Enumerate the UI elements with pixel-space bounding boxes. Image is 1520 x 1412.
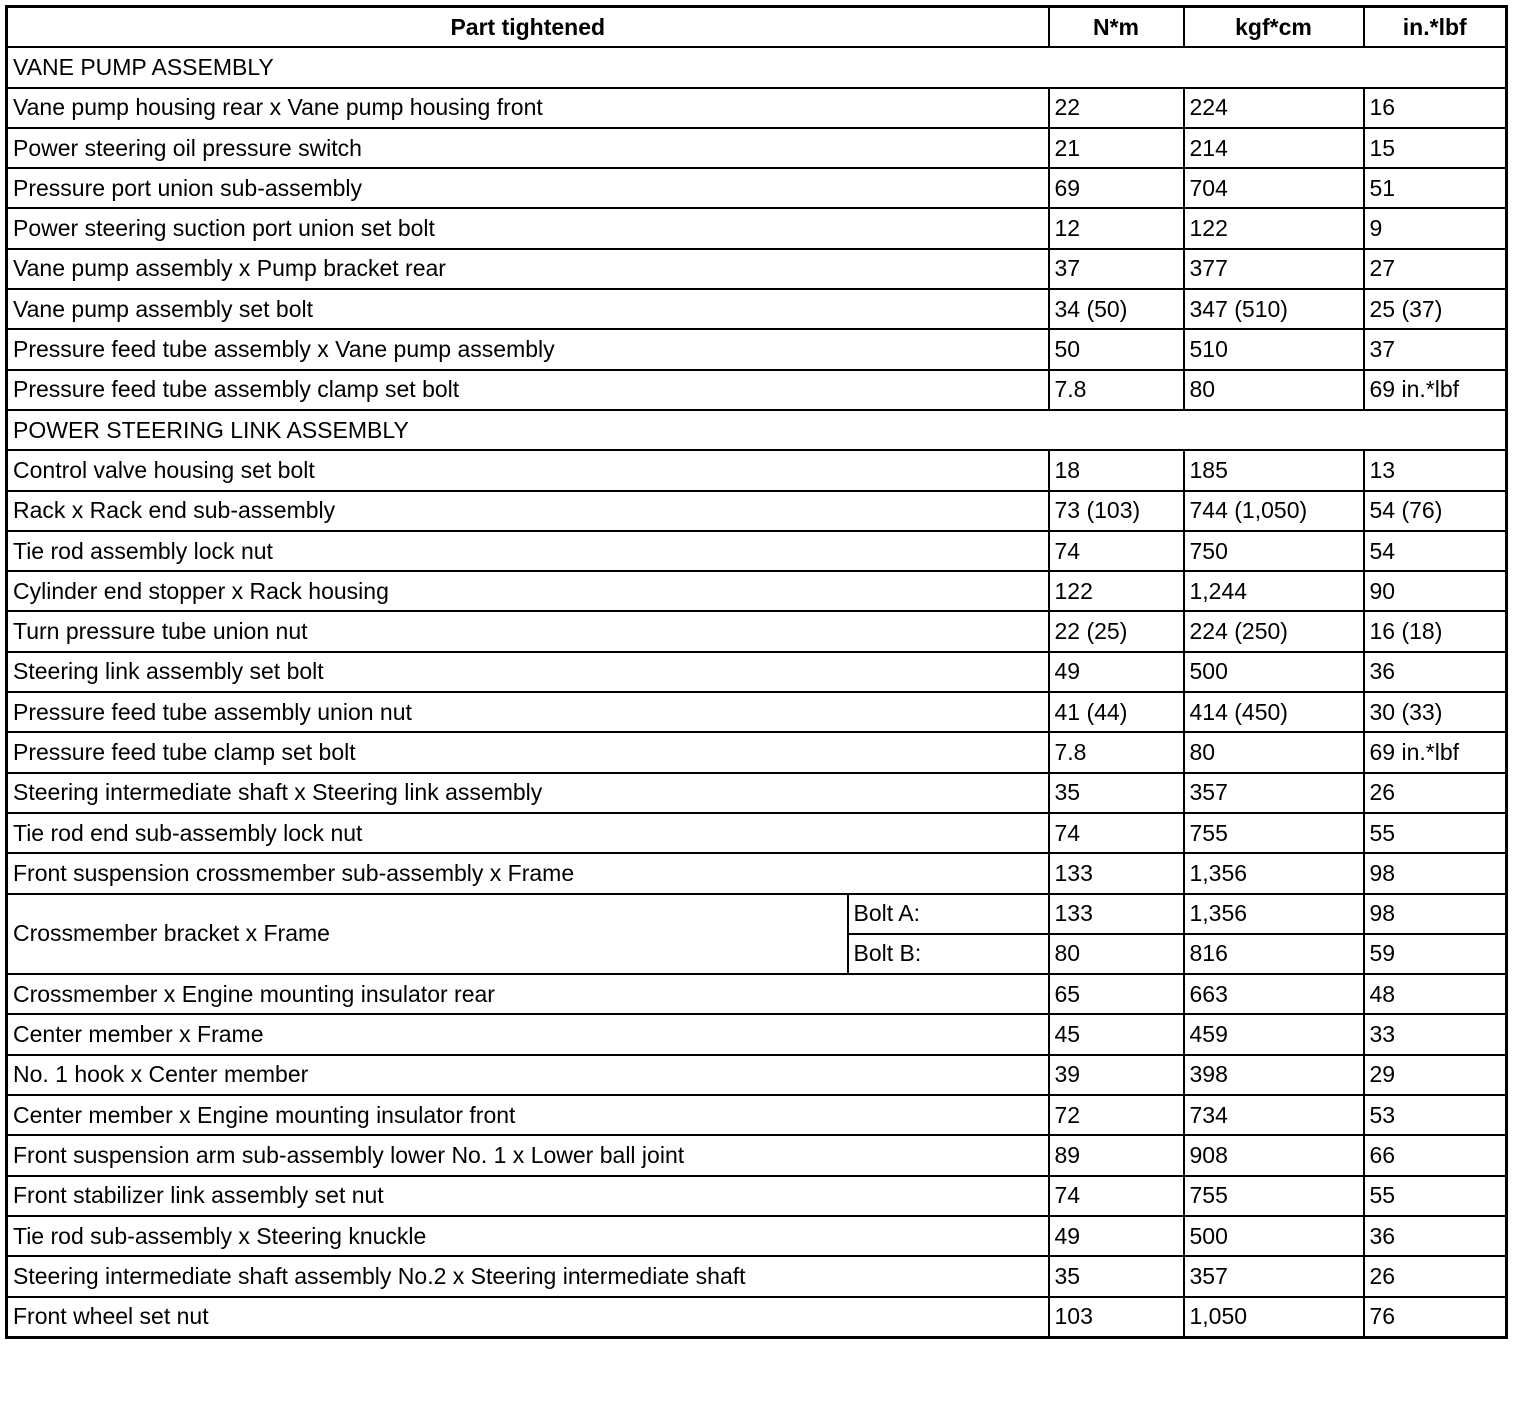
- kgf-cell: 459: [1184, 1014, 1364, 1054]
- inlbf-cell: 98: [1364, 853, 1507, 893]
- kgf-cell: 908: [1184, 1135, 1364, 1175]
- kgf-cell: 224 (250): [1184, 611, 1364, 651]
- kgf-cell: 500: [1184, 1216, 1364, 1256]
- kgf-cell: 1,356: [1184, 853, 1364, 893]
- nm-cell: 65: [1049, 974, 1184, 1014]
- nm-cell: 22 (25): [1049, 611, 1184, 651]
- table-row: [7, 813, 1507, 853]
- nm-cell: 74: [1049, 531, 1184, 571]
- inlbf-cell: 36: [1364, 1216, 1507, 1256]
- table-row: [7, 1095, 1507, 1135]
- part-cell: Crossmember x Engine mounting insulator rear: [7, 974, 1049, 1014]
- part-cell: Vane pump assembly set bolt: [7, 289, 1049, 329]
- inlbf-cell: 26: [1364, 1256, 1507, 1296]
- inlbf-cell: 66: [1364, 1135, 1507, 1175]
- header-nm: N*m: [1049, 7, 1184, 48]
- table-row: [7, 1014, 1507, 1054]
- nm-cell: 133: [1049, 853, 1184, 893]
- header-kgf-cm: kgf*cm: [1184, 7, 1364, 48]
- table-row: [7, 732, 1507, 772]
- nm-cell: 50: [1049, 329, 1184, 369]
- table-row: [7, 88, 1507, 128]
- inlbf-cell: 26: [1364, 773, 1507, 813]
- table-row-bolt-a: [7, 894, 1507, 934]
- nm-cell: 18: [1049, 450, 1184, 490]
- part-cell: Steering intermediate shaft x Steering link assembly: [7, 773, 1049, 813]
- table-row: [7, 571, 1507, 611]
- table-row: [7, 1055, 1507, 1095]
- table-row: [7, 531, 1507, 571]
- nm-cell: 7.8: [1049, 732, 1184, 772]
- inlbf-cell: 76: [1364, 1297, 1507, 1338]
- nm-cell: 34 (50): [1049, 289, 1184, 329]
- part-cell: Tie rod end sub-assembly lock nut: [7, 813, 1049, 853]
- part-cell: Front wheel set nut: [7, 1297, 1049, 1338]
- nm-cell: 80: [1049, 934, 1184, 974]
- section-heading: POWER STEERING LINK ASSEMBLY: [7, 410, 1507, 450]
- nm-cell: 74: [1049, 1176, 1184, 1216]
- table-row: [7, 1135, 1507, 1175]
- header-part-tightened: Part tightened: [7, 7, 1049, 48]
- torque-spec-table: [5, 5, 1508, 1339]
- kgf-cell: 377: [1184, 249, 1364, 289]
- inlbf-cell: 30 (33): [1364, 692, 1507, 732]
- inlbf-cell: 69 in.*lbf: [1364, 370, 1507, 410]
- inlbf-cell: 16: [1364, 88, 1507, 128]
- section-heading-row: [7, 47, 1507, 87]
- inlbf-cell: 54: [1364, 531, 1507, 571]
- section-heading-row: [7, 410, 1507, 450]
- inlbf-cell: 33: [1364, 1014, 1507, 1054]
- table-row: [7, 652, 1507, 692]
- kgf-cell: 510: [1184, 329, 1364, 369]
- table-row: [7, 128, 1507, 168]
- inlbf-cell: 54 (76): [1364, 491, 1507, 531]
- kgf-cell: 663: [1184, 974, 1364, 1014]
- kgf-cell: 500: [1184, 652, 1364, 692]
- inlbf-cell: 37: [1364, 329, 1507, 369]
- kgf-cell: 1,356: [1184, 894, 1364, 934]
- part-cell: Front suspension arm sub-assembly lower No. 1 x Lower ball joint: [7, 1135, 1049, 1175]
- kgf-cell: 224: [1184, 88, 1364, 128]
- part-cell: Pressure feed tube clamp set bolt: [7, 732, 1049, 772]
- inlbf-cell: 15: [1364, 128, 1507, 168]
- inlbf-cell: 55: [1364, 1176, 1507, 1216]
- kgf-cell: 1,244: [1184, 571, 1364, 611]
- nm-cell: 35: [1049, 1256, 1184, 1296]
- table-row: [7, 974, 1507, 1014]
- part-cell: Pressure feed tube assembly x Vane pump assembly: [7, 329, 1049, 369]
- section-heading: VANE PUMP ASSEMBLY: [7, 47, 1507, 87]
- kgf-cell: 744 (1,050): [1184, 491, 1364, 531]
- nm-cell: 7.8: [1049, 370, 1184, 410]
- table-row: [7, 329, 1507, 369]
- nm-cell: 49: [1049, 652, 1184, 692]
- part-cell: Front stabilizer link assembly set nut: [7, 1176, 1049, 1216]
- header-in-lbf: in.*lbf: [1364, 7, 1507, 48]
- kgf-cell: 816: [1184, 934, 1364, 974]
- torque-spec-container: [5, 5, 1508, 1339]
- nm-cell: 21: [1049, 128, 1184, 168]
- part-cell: Crossmember bracket x Frame: [7, 894, 848, 975]
- table-row: [7, 208, 1507, 248]
- nm-cell: 49: [1049, 1216, 1184, 1256]
- table-row: [7, 1216, 1507, 1256]
- inlbf-cell: 29: [1364, 1055, 1507, 1095]
- inlbf-cell: 69 in.*lbf: [1364, 732, 1507, 772]
- nm-cell: 72: [1049, 1095, 1184, 1135]
- table-row: [7, 611, 1507, 651]
- bolt-label-cell: Bolt A:: [848, 894, 1049, 934]
- table-row: [7, 491, 1507, 531]
- table-row: [7, 249, 1507, 289]
- table-row: [7, 289, 1507, 329]
- kgf-cell: 357: [1184, 1256, 1364, 1296]
- kgf-cell: 214: [1184, 128, 1364, 168]
- kgf-cell: 755: [1184, 1176, 1364, 1216]
- nm-cell: 12: [1049, 208, 1184, 248]
- nm-cell: 45: [1049, 1014, 1184, 1054]
- kgf-cell: 704: [1184, 168, 1364, 208]
- nm-cell: 133: [1049, 894, 1184, 934]
- part-cell: Pressure feed tube assembly union nut: [7, 692, 1049, 732]
- kgf-cell: 80: [1184, 370, 1364, 410]
- part-cell: Front suspension crossmember sub-assembly x Frame: [7, 853, 1049, 893]
- inlbf-cell: 9: [1364, 208, 1507, 248]
- nm-cell: 35: [1049, 773, 1184, 813]
- part-cell: Pressure port union sub-assembly: [7, 168, 1049, 208]
- inlbf-cell: 27: [1364, 249, 1507, 289]
- kgf-cell: 185: [1184, 450, 1364, 490]
- part-cell: Control valve housing set bolt: [7, 450, 1049, 490]
- part-cell: Vane pump assembly x Pump bracket rear: [7, 249, 1049, 289]
- kgf-cell: 734: [1184, 1095, 1364, 1135]
- inlbf-cell: 90: [1364, 571, 1507, 611]
- part-cell: Turn pressure tube union nut: [7, 611, 1049, 651]
- header-row: [7, 7, 1507, 48]
- table-row: [7, 1176, 1507, 1216]
- kgf-cell: 122: [1184, 208, 1364, 248]
- nm-cell: 37: [1049, 249, 1184, 289]
- nm-cell: 69: [1049, 168, 1184, 208]
- part-cell: Pressure feed tube assembly clamp set bolt: [7, 370, 1049, 410]
- bolt-label-cell: Bolt B:: [848, 934, 1049, 974]
- inlbf-cell: 98: [1364, 894, 1507, 934]
- part-cell: Cylinder end stopper x Rack housing: [7, 571, 1049, 611]
- inlbf-cell: 51: [1364, 168, 1507, 208]
- table-row: [7, 692, 1507, 732]
- nm-cell: 122: [1049, 571, 1184, 611]
- inlbf-cell: 53: [1364, 1095, 1507, 1135]
- inlbf-cell: 25 (37): [1364, 289, 1507, 329]
- part-cell: Rack x Rack end sub-assembly: [7, 491, 1049, 531]
- inlbf-cell: 55: [1364, 813, 1507, 853]
- kgf-cell: 80: [1184, 732, 1364, 772]
- inlbf-cell: 16 (18): [1364, 611, 1507, 651]
- part-cell: Tie rod assembly lock nut: [7, 531, 1049, 571]
- nm-cell: 103: [1049, 1297, 1184, 1338]
- part-cell: Power steering suction port union set bolt: [7, 208, 1049, 248]
- inlbf-cell: 48: [1364, 974, 1507, 1014]
- inlbf-cell: 13: [1364, 450, 1507, 490]
- part-cell: Vane pump housing rear x Vane pump housing front: [7, 88, 1049, 128]
- inlbf-cell: 36: [1364, 652, 1507, 692]
- nm-cell: 73 (103): [1049, 491, 1184, 531]
- table-row: [7, 370, 1507, 410]
- kgf-cell: 1,050: [1184, 1297, 1364, 1338]
- inlbf-cell: 59: [1364, 934, 1507, 974]
- nm-cell: 39: [1049, 1055, 1184, 1095]
- part-cell: Steering intermediate shaft assembly No.2 x Steering intermediate shaft: [7, 1256, 1049, 1296]
- kgf-cell: 357: [1184, 773, 1364, 813]
- table-row: [7, 1297, 1507, 1338]
- nm-cell: 74: [1049, 813, 1184, 853]
- part-cell: Power steering oil pressure switch: [7, 128, 1049, 168]
- table-row: [7, 1256, 1507, 1296]
- part-cell: Tie rod sub-assembly x Steering knuckle: [7, 1216, 1049, 1256]
- part-cell: Steering link assembly set bolt: [7, 652, 1049, 692]
- nm-cell: 22: [1049, 88, 1184, 128]
- nm-cell: 41 (44): [1049, 692, 1184, 732]
- kgf-cell: 398: [1184, 1055, 1364, 1095]
- kgf-cell: 347 (510): [1184, 289, 1364, 329]
- table-row: [7, 168, 1507, 208]
- table-row: [7, 853, 1507, 893]
- part-cell: Center member x Frame: [7, 1014, 1049, 1054]
- table-row: [7, 450, 1507, 490]
- part-cell: Center member x Engine mounting insulator front: [7, 1095, 1049, 1135]
- nm-cell: 89: [1049, 1135, 1184, 1175]
- table-row: [7, 773, 1507, 813]
- kgf-cell: 755: [1184, 813, 1364, 853]
- kgf-cell: 414 (450): [1184, 692, 1364, 732]
- kgf-cell: 750: [1184, 531, 1364, 571]
- part-cell: No. 1 hook x Center member: [7, 1055, 1049, 1095]
